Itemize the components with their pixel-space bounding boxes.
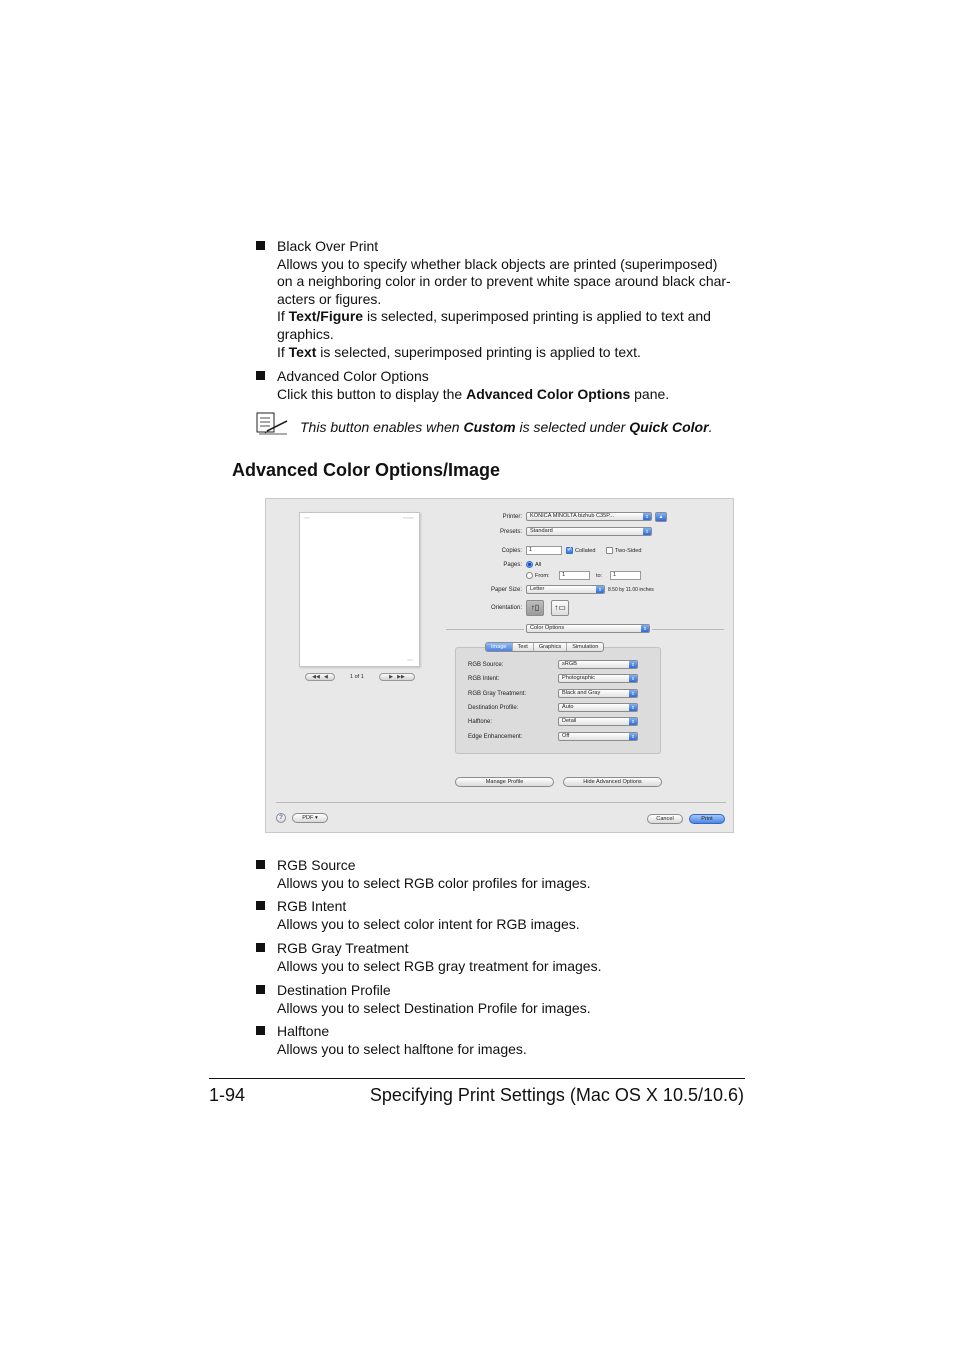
bullet-rgb-source bbox=[256, 857, 756, 892]
paper-size-label: Paper Size: bbox=[490, 587, 522, 593]
bullet-title: Halftone bbox=[277, 1023, 330, 1039]
bullet-desc-line: If Text is selected, superimposed printing is applied to text. bbox=[277, 343, 641, 360]
bullet-destination-profile bbox=[256, 982, 756, 1017]
bullet-square bbox=[256, 860, 265, 869]
bullet-desc-line: on a neighboring color in order to prevent white space around black char- bbox=[277, 273, 731, 290]
bullet-title: Destination Profile bbox=[277, 982, 391, 998]
page-preview bbox=[299, 512, 420, 667]
rgb-gray-treatment-label: RGB Gray Treatment: bbox=[468, 691, 527, 697]
landscape-orientation-icon[interactable]: ↑▭ bbox=[551, 600, 569, 616]
halftone-label: Halftone: bbox=[468, 719, 493, 725]
note-pencil-icon bbox=[256, 412, 290, 436]
bullet-desc-line: Allows you to specify whether black objects are printed (superimposed) bbox=[277, 255, 718, 272]
presets-label: Presets: bbox=[499, 529, 522, 535]
preview-header-left: ▭▭ bbox=[304, 516, 310, 520]
bullet-title: RGB Intent bbox=[277, 898, 347, 914]
bullet-desc: Allows you to select RGB gray treatment for images. bbox=[277, 957, 602, 974]
pages-from-input[interactable]: 1 bbox=[559, 571, 590, 580]
pane-select[interactable]: Color Options ⇕ bbox=[526, 624, 650, 633]
divider bbox=[276, 802, 726, 803]
select-arrows-icon: ⇕ bbox=[629, 690, 637, 697]
bullet-square bbox=[256, 901, 265, 910]
tab-image[interactable]: Image bbox=[486, 643, 513, 651]
select-arrows-icon: ⇕ bbox=[629, 661, 637, 668]
collated-checkbox[interactable]: ✓ bbox=[567, 547, 573, 553]
bullet-square bbox=[256, 1026, 265, 1035]
pages-to-input[interactable]: 1 bbox=[610, 571, 641, 580]
pages-label: Pages: bbox=[503, 562, 522, 568]
bullet-rgb-intent bbox=[256, 898, 756, 933]
select-arrows-icon: ⇕ bbox=[629, 733, 637, 740]
bullet-title: RGB Source bbox=[277, 857, 356, 873]
pages-all-radio[interactable] bbox=[526, 561, 533, 568]
destination-profile-label: Destination Profile: bbox=[468, 705, 519, 711]
select-arrows-icon: ⇕ bbox=[596, 586, 604, 593]
select-arrows-icon: ⇕ bbox=[641, 625, 649, 632]
footer-title: Specifying Print Settings (Mac OS X 10.5/10.6) bbox=[369, 1085, 744, 1105]
bullet-desc-line: Click this button to display the Advanced Color Options pane. bbox=[277, 385, 670, 402]
bullet-desc: Allows you to select Destination Profile for images. bbox=[277, 999, 591, 1016]
divider bbox=[652, 629, 724, 630]
presets-select[interactable]: Standard ⇕ bbox=[526, 527, 652, 536]
manage-profile-button[interactable]: Manage Profile bbox=[455, 777, 554, 787]
pages-range-radio[interactable] bbox=[526, 572, 533, 579]
first-previous-page-button[interactable]: ◀◀ ◀ bbox=[305, 673, 335, 681]
print-button[interactable]: Print bbox=[689, 814, 725, 824]
page-counter: 1 of 1 bbox=[350, 674, 364, 680]
preview-footer-right: ▭▭ bbox=[407, 658, 413, 662]
halftone-select[interactable]: Detail ⇕ bbox=[558, 717, 638, 726]
pages-all-label: All bbox=[535, 562, 542, 568]
cancel-button[interactable]: Cancel bbox=[647, 814, 683, 824]
printer-select[interactable]: KONICA MINOLTA bizhub C35P... ⇕ bbox=[526, 512, 652, 521]
next-last-page-button[interactable]: ▶ ▶▶ bbox=[379, 673, 415, 681]
orientation-label: Orientation: bbox=[490, 605, 522, 611]
paper-size-dimensions: 8.50 by 11.00 inches bbox=[608, 587, 654, 593]
bullet-square bbox=[256, 371, 265, 380]
divider bbox=[446, 629, 524, 630]
select-arrows-icon: ⇕ bbox=[629, 704, 637, 711]
tab-text[interactable]: Text bbox=[513, 643, 534, 651]
tab-simulation[interactable]: Simulation bbox=[572, 644, 599, 650]
pages-to-label: to: bbox=[596, 573, 603, 579]
bullet-title: Black Over Print bbox=[277, 238, 379, 254]
bullet-black-over-print bbox=[256, 238, 756, 361]
pdf-button[interactable]: PDF ▾ bbox=[292, 813, 328, 823]
bullet-advanced-color-options bbox=[256, 368, 756, 403]
bullet-rgb-gray-treatment bbox=[256, 940, 756, 975]
bullet-title: Advanced Color Options bbox=[277, 368, 429, 384]
rgb-source-label: RGB Source: bbox=[468, 662, 504, 668]
bullet-desc-line: graphics. bbox=[277, 325, 334, 342]
pages-from-label: From: bbox=[535, 573, 550, 579]
paper-size-select[interactable]: Letter ⇕ bbox=[526, 585, 605, 594]
bullet-title: RGB Gray Treatment bbox=[277, 940, 409, 956]
print-dialog-screenshot bbox=[265, 498, 734, 833]
preview-header-right: ▭▭▭▭ bbox=[402, 516, 414, 520]
destination-profile-select[interactable]: Auto ⇕ bbox=[558, 703, 638, 712]
bullet-halftone bbox=[256, 1023, 756, 1058]
section-heading: Advanced Color Options/Image bbox=[232, 460, 501, 480]
bullet-square bbox=[256, 943, 265, 952]
bullet-desc-line: acters or figures. bbox=[277, 290, 382, 307]
copies-input[interactable]: 1 bbox=[526, 546, 562, 555]
select-arrows-icon: ⇕ bbox=[629, 718, 637, 725]
hide-advanced-options-button[interactable]: Hide Advanced Options bbox=[563, 777, 662, 787]
rgb-source-select[interactable]: sRGB ⇕ bbox=[558, 660, 638, 669]
bullet-desc: Allows you to select color intent for RGB images. bbox=[277, 915, 580, 932]
collated-label: Collated bbox=[575, 548, 596, 554]
bullet-desc: Allows you to select RGB color profiles for images. bbox=[277, 874, 591, 891]
portrait-orientation-icon[interactable]: ↑▯ bbox=[526, 600, 544, 616]
select-arrows-icon: ⇕ bbox=[643, 528, 651, 535]
expand-dialog-button[interactable]: ▲ bbox=[655, 512, 667, 522]
page-number: 1-94 bbox=[209, 1085, 246, 1105]
rgb-intent-select[interactable]: Photographic ⇕ bbox=[558, 674, 638, 683]
color-options-tabs bbox=[485, 642, 604, 652]
bullet-desc: Allows you to select halftone for images. bbox=[277, 1040, 527, 1057]
edge-enhancement-label: Edge Enhancement: bbox=[468, 734, 523, 740]
two-sided-label: Two-Sided bbox=[615, 548, 642, 554]
bullet-square bbox=[256, 985, 265, 994]
bullet-square bbox=[256, 241, 265, 250]
rgb-gray-treatment-select[interactable]: Black and Gray ⇕ bbox=[558, 689, 638, 698]
footer-rule bbox=[209, 1078, 745, 1079]
copies-label: Copies: bbox=[501, 548, 522, 554]
tab-graphics[interactable]: Graphics bbox=[534, 643, 567, 651]
two-sided-checkbox[interactable] bbox=[606, 547, 613, 554]
edge-enhancement-select[interactable]: Off ⇕ bbox=[558, 732, 638, 741]
bullet-desc-line: If Text/Figure is selected, superimposed printing is applied to text and bbox=[277, 308, 711, 325]
select-arrows-icon: ⇕ bbox=[643, 513, 651, 520]
note-text: This button enables when Custom is selected under Quick Color. bbox=[300, 419, 713, 435]
printer-label: Printer: bbox=[502, 514, 522, 520]
rgb-intent-label: RGB Intent: bbox=[468, 676, 500, 682]
select-arrows-icon: ⇕ bbox=[629, 675, 637, 682]
help-button[interactable]: ? bbox=[276, 813, 286, 823]
